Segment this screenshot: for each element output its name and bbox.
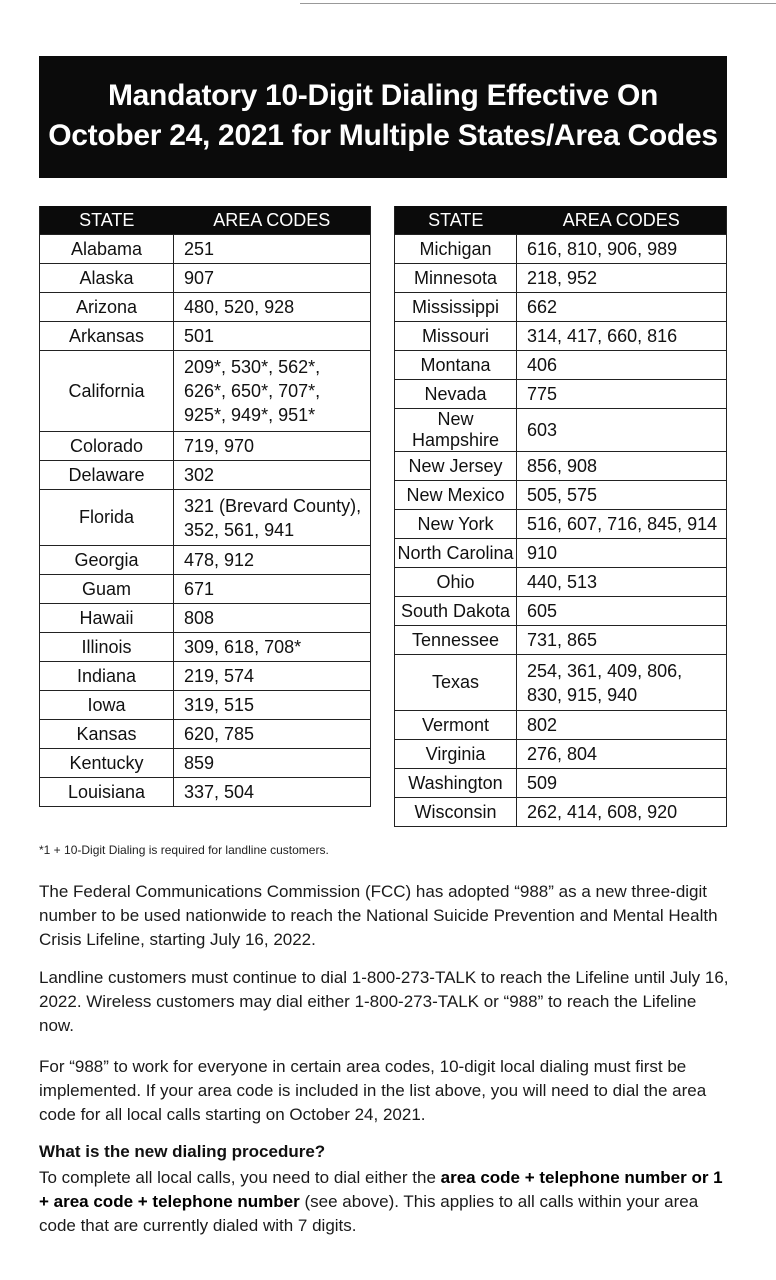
area-codes-cell (174, 432, 371, 461)
table-row (40, 351, 371, 432)
state-cell: Washington (395, 769, 517, 798)
state-cell: Alabama (40, 235, 174, 264)
table-row (395, 409, 727, 452)
area-codes-cell (174, 633, 371, 662)
table-row (395, 740, 727, 769)
area-codes-line: 254, 361, 409, 806, (527, 660, 683, 681)
area-codes-line: 662 (527, 297, 558, 317)
state-cell: Wisconsin (395, 798, 517, 827)
area-codes-line: 856, 908 (527, 456, 598, 476)
area-codes-cell (174, 778, 371, 807)
table-row (40, 432, 371, 461)
table-row (40, 604, 371, 633)
table-header-row (395, 206, 727, 235)
table-row (40, 235, 371, 264)
paragraph-10-digit-requirement: For “988” to work for everyone in certain area codes, 10-digit local dialing must first be implemented. If your area code is included in the list above, you will need to dial the area code for all local calls starting on October 24, 2021. (39, 1057, 707, 1124)
area-codes-line: 478, 912 (184, 550, 255, 570)
area-codes-line: 616, 810, 906, 989 (527, 239, 678, 259)
state-cell: New York (395, 510, 517, 539)
area-codes-line: 731, 865 (527, 630, 598, 650)
area-codes-line: 605 (527, 601, 558, 621)
area-codes-line: 626*, 650*, 707*, (184, 381, 321, 401)
area-codes-line: 262, 414, 608, 920 (527, 802, 678, 822)
area-codes-cell (517, 568, 727, 597)
state-cell: Arizona (40, 293, 174, 322)
state-cell: Vermont (395, 711, 517, 740)
state-cell: Guam (40, 575, 174, 604)
state-cell: Indiana (40, 662, 174, 691)
table-row (395, 322, 727, 351)
area-codes-cell (174, 490, 371, 546)
area-codes-line: 352, 561, 941 (184, 519, 295, 540)
state-cell: South Dakota (395, 597, 517, 626)
area-codes-line: 302 (184, 465, 215, 485)
area-codes-cell (517, 597, 727, 626)
area-codes-cell (174, 691, 371, 720)
table-row (395, 351, 727, 380)
table-row (395, 597, 727, 626)
table-row (40, 691, 371, 720)
area-code-table-right (394, 206, 727, 827)
paragraph-lifeline-dialing: Landline customers must continue to dial 1-800-273-TALK to reach the Lifeline until July 16, 2022. Wireless customers may dial either 1-800-273-TALK or “988” to reach the Lifeline now. (39, 968, 729, 1035)
table-row (40, 778, 371, 807)
state-cell: Georgia (40, 546, 174, 575)
area-codes-line: 440, 513 (527, 572, 598, 592)
table-row (40, 633, 371, 662)
area-codes-line: 516, 607, 716, 845, 914 (527, 514, 718, 534)
area-codes-line: 509 (527, 773, 558, 793)
procedure-bold-text: area code + telephone number or 1 + area code + telephone number (39, 1168, 723, 1211)
area-codes-line: 219, 574 (184, 666, 255, 686)
area-codes-cell (517, 322, 727, 351)
area-codes-line: 925*, 949*, 951* (184, 405, 316, 425)
state-cell: Colorado (40, 432, 174, 461)
area-codes-cell (517, 380, 727, 409)
state-cell: Virginia (395, 740, 517, 769)
area-codes-column-header: AREA CODES (174, 206, 371, 235)
state-column-header: STATE (395, 206, 517, 235)
area-codes-cell (517, 351, 727, 380)
area-codes-cell (174, 604, 371, 633)
area-codes-line: 309, 618, 708* (184, 637, 302, 657)
area-codes-line: 910 (527, 543, 558, 563)
table-row (40, 322, 371, 351)
area-codes-line: 209*, 530*, 562*, (184, 357, 321, 377)
table-row (395, 655, 727, 711)
area-codes-cell (174, 351, 371, 432)
area-codes-cell (174, 575, 371, 604)
area-codes-cell (517, 452, 727, 481)
area-codes-line: 830, 915, 940 (527, 684, 638, 705)
state-cell: Delaware (40, 461, 174, 490)
table-row (40, 662, 371, 691)
table-row (395, 235, 727, 264)
state-cell: Texas (395, 655, 517, 711)
area-codes-line: 859 (184, 753, 215, 773)
area-codes-line: 907 (184, 268, 215, 288)
area-codes-line: 808 (184, 608, 215, 628)
area-codes-line: 671 (184, 579, 215, 599)
table-header-row (40, 206, 371, 235)
title-banner (39, 56, 727, 178)
area-codes-line: 620, 785 (184, 724, 255, 744)
area-codes-cell (174, 293, 371, 322)
state-cell: Ohio (395, 568, 517, 597)
state-cell: Kentucky (40, 749, 174, 778)
area-codes-cell (517, 798, 727, 827)
area-codes-cell (517, 235, 727, 264)
table-row (40, 575, 371, 604)
area-codes-cell (517, 740, 727, 769)
area-codes-cell (517, 510, 727, 539)
state-cell: Missouri (395, 322, 517, 351)
state-cell: Tennessee (395, 626, 517, 655)
table-row (395, 293, 727, 322)
state-cell: Nevada (395, 380, 517, 409)
area-codes-line: 802 (527, 715, 558, 735)
table-row (40, 293, 371, 322)
area-codes-cell (517, 264, 727, 293)
state-cell: New Hampshire (395, 409, 517, 452)
top-edge-line (300, 3, 776, 4)
title-line-2: October 24, 2021 for Multiple States/Area Codes (48, 119, 718, 152)
table-row (395, 481, 727, 510)
area-codes-line: 337, 504 (184, 782, 255, 802)
area-codes-line: 218, 952 (527, 268, 598, 288)
area-codes-line: 505, 575 (527, 485, 598, 505)
table-row (395, 380, 727, 409)
area-codes-line: 251 (184, 239, 215, 259)
state-cell: Mississippi (395, 293, 517, 322)
state-cell: Louisiana (40, 778, 174, 807)
area-codes-cell (517, 711, 727, 740)
area-codes-line: 775 (527, 384, 558, 404)
area-codes-line: 719, 970 (184, 436, 255, 456)
table-row (40, 749, 371, 778)
area-codes-line: 480, 520, 928 (184, 297, 295, 317)
table-row (395, 769, 727, 798)
table-row (40, 461, 371, 490)
area-code-table-left (39, 206, 371, 807)
area-codes-cell (517, 481, 727, 510)
state-cell: Hawaii (40, 604, 174, 633)
table-row (40, 546, 371, 575)
table-row (395, 452, 727, 481)
table-row (395, 568, 727, 597)
state-cell: Arkansas (40, 322, 174, 351)
area-codes-cell (517, 655, 727, 711)
area-codes-cell (517, 539, 727, 568)
state-cell: North Carolina (395, 539, 517, 568)
area-codes-cell (174, 461, 371, 490)
area-codes-cell (174, 235, 371, 264)
table-row (395, 626, 727, 655)
table-row (395, 711, 727, 740)
state-cell: Florida (40, 490, 174, 546)
area-codes-line: 603 (527, 420, 558, 440)
paragraph-dialing-procedure (39, 1166, 729, 1238)
table-row (395, 264, 727, 293)
table-row (395, 539, 727, 568)
area-codes-cell (174, 662, 371, 691)
area-codes-line: 321 (Brevard County), (184, 495, 362, 516)
procedure-text-2: (see above). This applies to all calls within your area code that are currently dialed with 7 digits. (39, 1192, 699, 1235)
state-cell: Montana (395, 351, 517, 380)
table-row (395, 510, 727, 539)
state-column-header: STATE (40, 206, 174, 235)
state-cell: Kansas (40, 720, 174, 749)
state-cell: Alaska (40, 264, 174, 293)
area-codes-line: 314, 417, 660, 816 (527, 326, 678, 346)
area-codes-line: 501 (184, 326, 215, 346)
area-codes-cell (174, 264, 371, 293)
table-row (395, 798, 727, 827)
state-cell: New Mexico (395, 481, 517, 510)
procedure-text-1: To complete all local calls, you need to dial either the (39, 1168, 441, 1187)
area-codes-cell (174, 720, 371, 749)
table-row (40, 264, 371, 293)
state-cell: Michigan (395, 235, 517, 264)
area-codes-line: 276, 804 (527, 744, 598, 764)
area-codes-cell (174, 749, 371, 778)
paragraph-988-announcement: The Federal Communications Commission (FCC) has adopted “988” as a new three-digit number to be used nationwide to reach the National Suicide Prevention and Mental Health Crisis Lifeline, starting July 16, 2022. (39, 882, 718, 949)
state-cell: Iowa (40, 691, 174, 720)
title-line-1: Mandatory 10-Digit Dialing Effective On (107, 79, 659, 112)
procedure-heading: What is the new dialing procedure? (39, 1142, 326, 1161)
table-row (40, 720, 371, 749)
area-codes-line: 406 (527, 355, 558, 375)
area-codes-cell (174, 322, 371, 351)
footnote: *1 + 10-Digit Dialing is required for landline customers. (39, 843, 329, 857)
area-codes-cell (517, 769, 727, 798)
state-cell: Minnesota (395, 264, 517, 293)
state-cell: California (40, 351, 174, 432)
area-codes-cell (517, 409, 727, 452)
table-row (40, 490, 371, 546)
area-codes-cell (517, 626, 727, 655)
state-cell: New Jersey (395, 452, 517, 481)
area-codes-column-header: AREA CODES (517, 206, 727, 235)
area-codes-cell (174, 546, 371, 575)
state-cell: Illinois (40, 633, 174, 662)
area-codes-cell (517, 293, 727, 322)
area-codes-line: 319, 515 (184, 695, 255, 715)
